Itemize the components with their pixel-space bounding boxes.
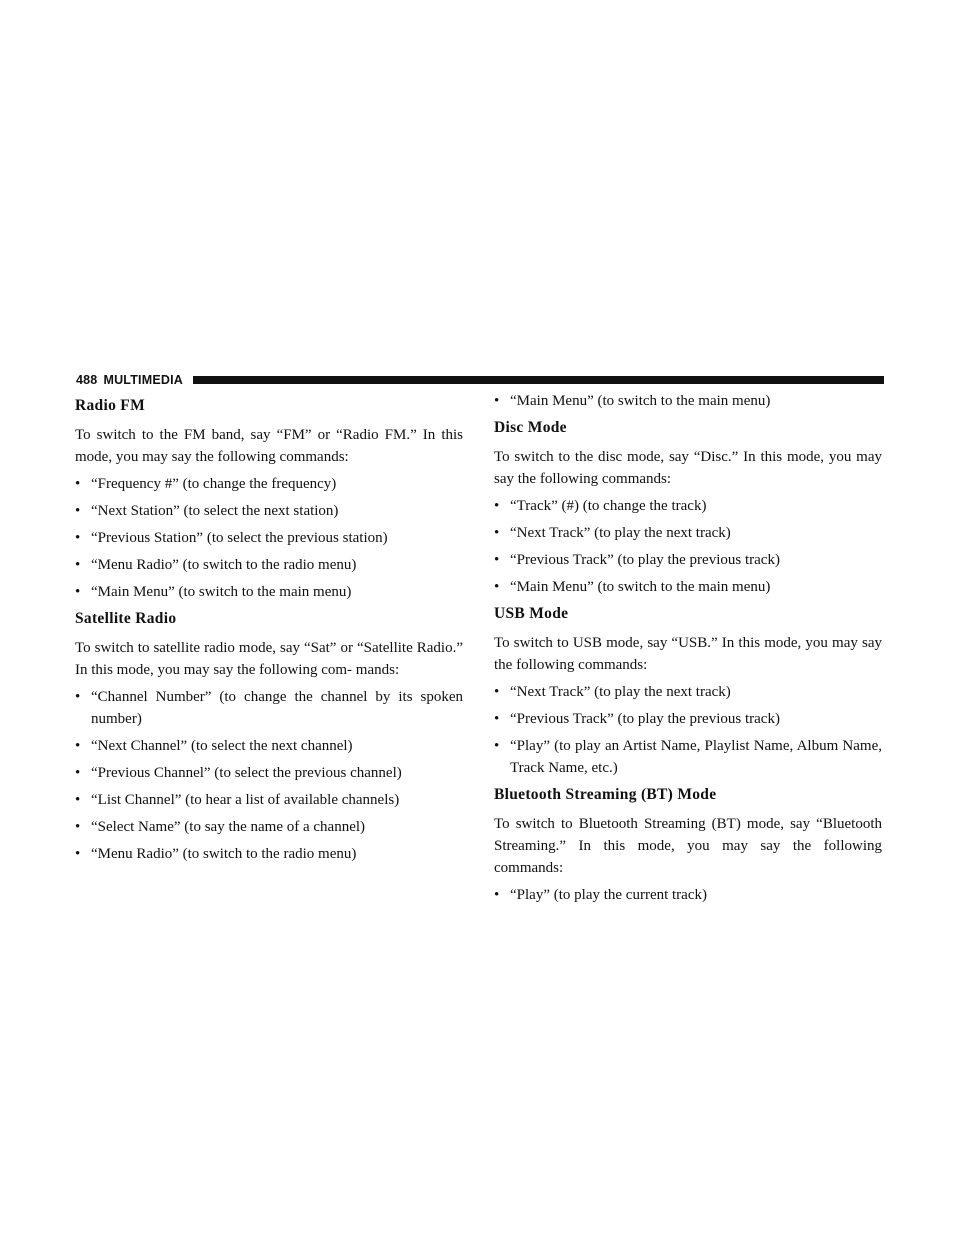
satellite-radio-intro: To switch to satellite radio mode, say “Sat” or “Satellite Radio.” In this mode, you may say the following com- mands:	[75, 640, 463, 678]
bluetooth-streaming-intro: To switch to Bluetooth Streaming (BT) mode, say “Bluetooth Streaming.” In this mode, you may say the following commands:	[494, 816, 882, 876]
list-item	[494, 735, 882, 779]
command-text: “List Channel” (to hear a list of available channels)	[91, 792, 400, 808]
command-text: “Main Menu” (to switch to the main menu)	[91, 584, 352, 600]
command-text: “Track” (#) (to change the track)	[510, 498, 707, 514]
command-text: “Menu Radio” (to switch to the radio menu)	[91, 557, 357, 573]
command-text: “Next Track” (to play the next track)	[510, 684, 731, 700]
command-text: “Play” (to play an Artist Name, Playlist Name, Album Name, Track Name, etc.)	[510, 738, 882, 776]
disc-mode-heading: Disc Mode	[494, 419, 567, 436]
bullet: •	[75, 503, 81, 519]
command-text: “Menu Radio” (to switch to the radio menu)	[91, 846, 357, 862]
command-text: “Previous Channel” (to select the previous channel)	[91, 765, 402, 781]
bluetooth-streaming-heading: Bluetooth Streaming (BT) Mode	[494, 786, 717, 803]
page-header	[76, 372, 884, 388]
bullet: •	[494, 887, 500, 903]
bullet: •	[494, 525, 500, 541]
radio-fm-intro: To switch to the FM band, say “FM” or “Radio FM.” In this mode, you may say the following commands:	[75, 427, 463, 465]
satellite-radio-heading: Satellite Radio	[75, 610, 177, 627]
command-text: “Main Menu” (to switch to the main menu)	[510, 579, 771, 595]
bullet: •	[75, 765, 81, 781]
list-item	[75, 686, 463, 730]
bullet: •	[75, 846, 81, 862]
radio-fm-section	[75, 396, 463, 603]
bullet: •	[75, 819, 81, 835]
disc-mode-command-list	[494, 495, 882, 598]
bullet: •	[75, 530, 81, 546]
bullet: •	[494, 738, 500, 754]
command-text: “Next Station” (to select the next station)	[91, 503, 339, 519]
usb-mode-heading: USB Mode	[494, 605, 569, 622]
bluetooth-streaming-section	[494, 785, 882, 906]
left-column	[75, 390, 463, 870]
list-item	[494, 390, 882, 412]
list-item	[494, 681, 882, 703]
list-item	[75, 843, 463, 865]
bullet: •	[75, 584, 81, 600]
usb-mode-section	[494, 604, 882, 779]
command-text: “Main Menu” (to switch to the main menu)	[510, 393, 771, 409]
usb-mode-command-list	[494, 681, 882, 779]
bullet: •	[75, 557, 81, 573]
command-text: “Next Channel” (to select the next channel)	[91, 738, 353, 754]
list-item	[75, 527, 463, 549]
list-item	[494, 522, 882, 544]
bluetooth-streaming-command-list	[494, 884, 882, 906]
bullet: •	[494, 684, 500, 700]
command-text: “Select Name” (to say the name of a channel)	[91, 819, 366, 835]
header-rule	[193, 376, 884, 384]
command-text: “Previous Station” (to select the previous station)	[91, 530, 388, 546]
command-text: “Play” (to play the current track)	[510, 887, 707, 903]
command-text: “Previous Track” (to play the previous track)	[510, 552, 780, 568]
list-item	[75, 789, 463, 811]
list-item	[494, 576, 882, 598]
bullet: •	[494, 579, 500, 595]
page-number: 488	[76, 373, 98, 387]
disc-mode-section	[494, 418, 882, 598]
list-item	[494, 495, 882, 517]
right-column	[494, 390, 882, 911]
continued-command-list	[494, 390, 882, 412]
list-item	[494, 884, 882, 906]
list-item	[75, 762, 463, 784]
list-item	[75, 473, 463, 495]
satellite-radio-section	[75, 609, 463, 865]
bullet: •	[75, 476, 81, 492]
disc-mode-intro: To switch to the disc mode, say “Disc.” In this mode, you may say the following commands:	[494, 449, 882, 487]
radio-fm-command-list	[75, 473, 463, 603]
bullet: •	[494, 393, 500, 409]
list-item	[494, 549, 882, 571]
list-item	[75, 816, 463, 838]
bullet: •	[75, 738, 81, 754]
bullet: •	[75, 689, 81, 705]
usb-mode-intro: To switch to USB mode, say “USB.” In this mode, you may say the following commands:	[494, 635, 882, 673]
bullet: •	[494, 711, 500, 727]
bullet: •	[75, 792, 81, 808]
command-text: “Next Track” (to play the next track)	[510, 525, 731, 541]
list-item	[75, 735, 463, 757]
bullet: •	[494, 552, 500, 568]
command-text: “Previous Track” (to play the previous track)	[510, 711, 780, 727]
list-item	[75, 500, 463, 522]
bullet: •	[494, 498, 500, 514]
radio-fm-heading: Radio FM	[75, 397, 145, 414]
command-text: “Frequency #” (to change the frequency)	[91, 476, 337, 492]
list-item	[494, 708, 882, 730]
list-item	[75, 554, 463, 576]
list-item	[75, 581, 463, 603]
section-title: MULTIMEDIA	[103, 373, 184, 387]
command-text: “Channel Number” (to change the channel by its spoken number)	[91, 689, 463, 727]
satellite-radio-command-list	[75, 686, 463, 865]
